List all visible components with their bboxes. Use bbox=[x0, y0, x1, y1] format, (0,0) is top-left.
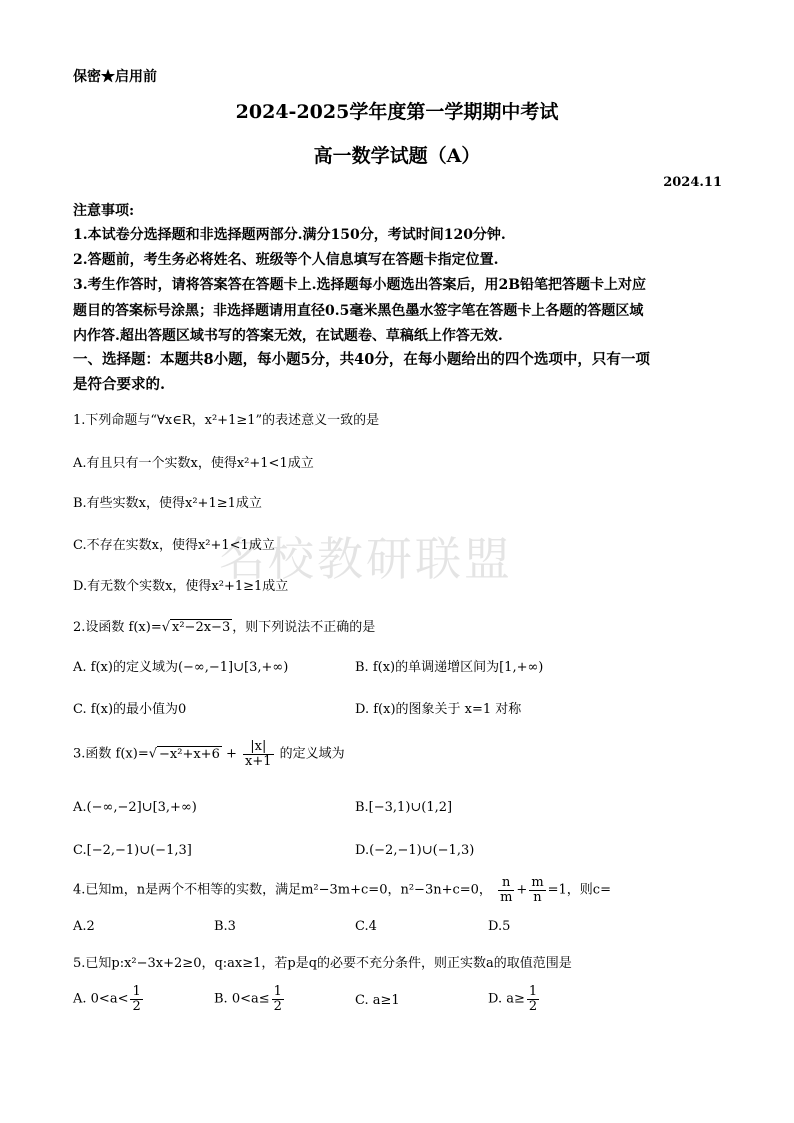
q4-plus: + bbox=[516, 882, 528, 898]
q4-stem-suffix: =1，则c= bbox=[547, 882, 611, 898]
question-5-option-b bbox=[214, 985, 286, 1013]
q3-fraction bbox=[243, 740, 274, 768]
notes-heading: 注意事项: bbox=[73, 203, 135, 219]
note-2: 2.答题前，考生务必将姓名、班级等个人信息填写在答题卡指定位置. bbox=[73, 252, 499, 268]
q2-stem-suffix: ，则下列说法不正确的是 bbox=[232, 620, 376, 635]
q3-plus: + bbox=[225, 746, 237, 762]
radical-sign: √ bbox=[148, 746, 158, 762]
q5a-denominator: 2 bbox=[132, 998, 141, 1014]
confidential-label: 保密★启用前 bbox=[73, 69, 157, 85]
exam-subtitle: 高一数学试题（A） bbox=[313, 145, 481, 167]
question-1-option-a: A.有且只有一个实数x，使得x²+1<1成立 bbox=[73, 456, 314, 471]
q5b-prefix: B. 0<a≤ bbox=[214, 991, 270, 1007]
question-1-option-c: C.不存在实数x，使得x²+1<1成立 bbox=[73, 538, 275, 553]
q5b-numerator: 1 bbox=[273, 984, 282, 999]
watermark: 名校教研联盟 bbox=[219, 532, 513, 586]
question-2-option-a: A. f(x)的定义域为(−∞,−1]∪[3,+∞) bbox=[73, 660, 289, 675]
question-5-stem: 5.已知p:x²−3x+2≥0，q:ax≥1，若p是q的必要不充分条件，则正实数a的取值范围是 bbox=[73, 956, 572, 971]
q5b-denominator: 2 bbox=[273, 998, 282, 1014]
exam-date: 2024.11 bbox=[663, 175, 722, 190]
q5d-denominator: 2 bbox=[528, 998, 538, 1014]
question-1-stem: 1.下列命题与“∀x∈R，x²+1≥1”的表述意义一致的是 bbox=[73, 413, 380, 428]
question-3-stem bbox=[73, 740, 345, 768]
q5a-prefix: A. 0<a< bbox=[73, 991, 129, 1007]
radical-sign: √ bbox=[161, 620, 171, 635]
question-2-option-c: C. f(x)的最小值为0 bbox=[73, 702, 187, 717]
q2-radicand: x²−2x−3 bbox=[172, 620, 231, 635]
note-1: 1.本试卷分选择题和非选择题两部分.满分150分，考试时间120分钟. bbox=[73, 227, 506, 243]
q5b-fraction bbox=[272, 985, 284, 1013]
question-5-option-c: C. a≥1 bbox=[355, 993, 400, 1008]
q5d-prefix: D. a≥ bbox=[488, 991, 525, 1007]
question-3-option-b: B.[−3,1)∪(1,2] bbox=[355, 800, 453, 815]
note-3-line-1: 3.考生作答时，请将答案答在答题卡上.选择题每小题选出答案后，用2B铅笔把答题卡上对应 bbox=[73, 277, 647, 293]
note-3-line-2: 题目的答案标号涂黑；非选择题请用直径0.5毫米黑色墨水签字笔在答题卡上各题的答题区域 bbox=[73, 303, 644, 319]
q5a-fraction bbox=[130, 985, 142, 1013]
q3-radicand: −x²+x+6 bbox=[159, 746, 220, 762]
q2-stem-prefix: 2.设函数 f(x)= bbox=[73, 620, 162, 635]
question-4-stem bbox=[73, 876, 611, 904]
q4-fraction-m-over-n bbox=[529, 876, 545, 904]
q5d-fraction bbox=[527, 985, 539, 1013]
question-4-option-c: C.4 bbox=[355, 919, 377, 934]
q3-stem-prefix: 3.函数 f(x)= bbox=[73, 746, 149, 762]
q5a-numerator: 1 bbox=[132, 984, 141, 999]
q4-frac2-numerator: m bbox=[531, 875, 544, 890]
q3-fraction-denominator: x+1 bbox=[245, 753, 272, 769]
question-3-option-d: D.(−2,−1)∪(−1,3) bbox=[355, 843, 475, 858]
section-heading-line-1: 一、选择题：本题共8小题，每小题5分，共40分，在每小题给出的四个选项中，只有一项 bbox=[73, 351, 650, 368]
question-2-stem bbox=[73, 616, 375, 635]
q4-frac2-denominator: n bbox=[533, 889, 542, 905]
question-4-option-d: D.5 bbox=[488, 919, 511, 934]
exam-title: 2024-2025学年度第一学期期中考试 bbox=[235, 101, 559, 123]
question-1-option-b: B.有些实数x，使得x²+1≥1成立 bbox=[73, 496, 262, 511]
q4-frac1-denominator: m bbox=[500, 889, 513, 905]
question-2-option-d: D. f(x)的图象关于 x=1 对称 bbox=[355, 702, 522, 717]
question-3-option-a: A.(−∞,−2]∪[3,+∞) bbox=[73, 800, 197, 815]
q4-fraction-n-over-m bbox=[498, 876, 514, 904]
q5d-numerator: 1 bbox=[528, 984, 538, 999]
question-1-option-d: D.有无数个实数x，使得x²+1≥1成立 bbox=[73, 579, 289, 594]
q3-fraction-numerator: |x| bbox=[243, 740, 274, 755]
question-5-option-a bbox=[73, 985, 145, 1013]
note-3-line-3: 内作答.超出答题区域书写的答案无效，在试题卷、草稿纸上作答无效. bbox=[73, 328, 503, 344]
question-3-option-c: C.[−2,−1)∪(−1,3] bbox=[73, 843, 192, 858]
question-4-option-a: A.2 bbox=[73, 919, 95, 934]
question-4-option-b: B.3 bbox=[214, 919, 236, 934]
section-heading-line-2: 是符合要求的. bbox=[73, 376, 166, 393]
question-2-option-b: B. f(x)的单调递增区间为[1,+∞) bbox=[355, 660, 544, 675]
q4-frac1-numerator: n bbox=[498, 876, 514, 891]
q3-stem-suffix: 的定义域为 bbox=[279, 746, 345, 762]
q4-stem-prefix: 4.已知m，n是两个不相等的实数，满足m²−3m+c=0，n²−3n+c=0， bbox=[73, 882, 492, 898]
question-5-option-d bbox=[488, 985, 541, 1013]
